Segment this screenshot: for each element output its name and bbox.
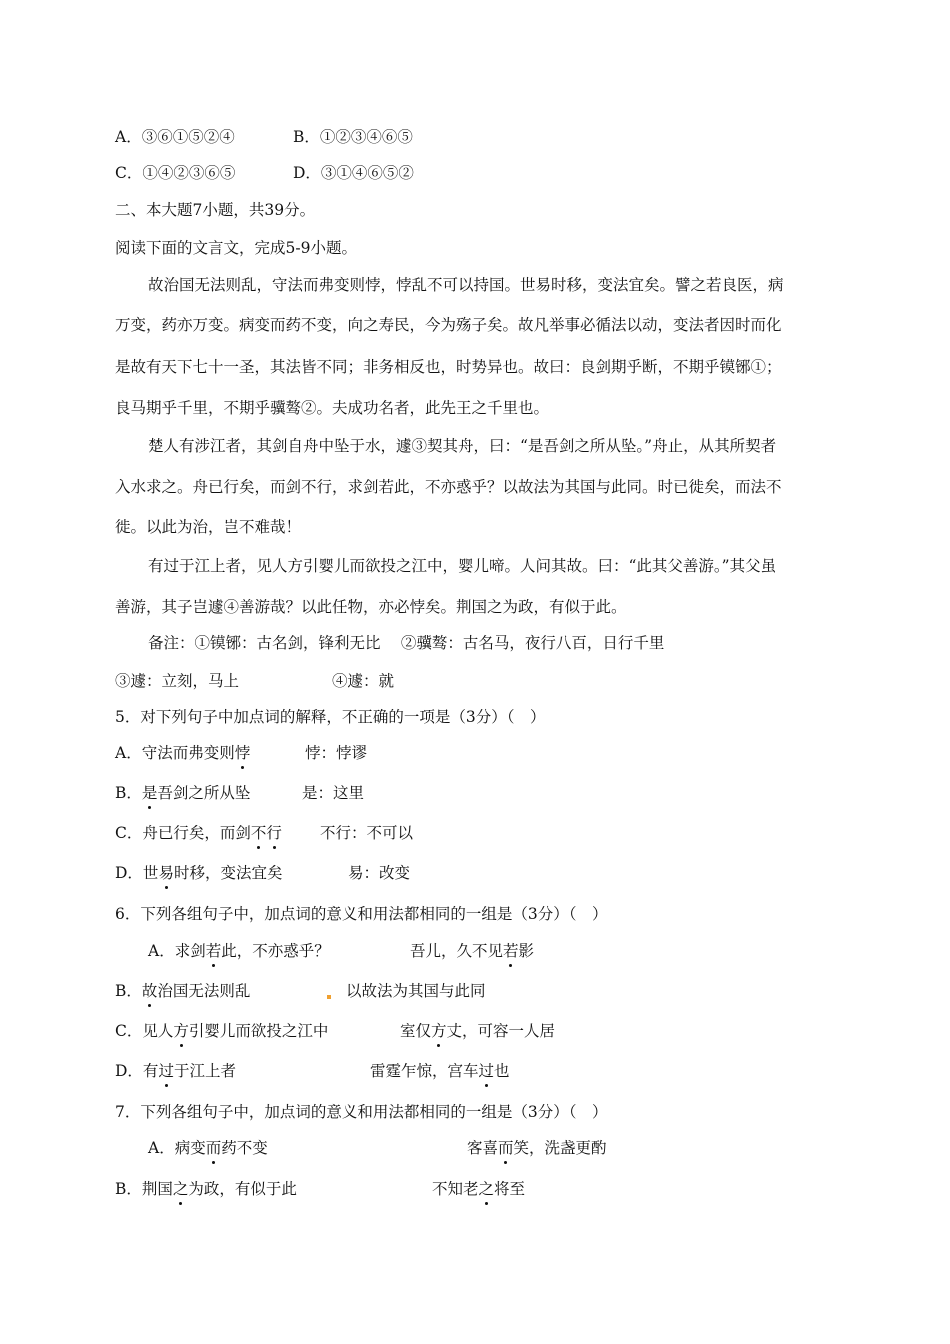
q5-option-d-gloss: 易：改变 bbox=[348, 864, 411, 882]
q7-option-a: A．病变而药不变 bbox=[148, 1139, 268, 1157]
q7-stem: 7．下列各组句子中，加点词的意义和用法都相同的一组是（3分）（ ） bbox=[115, 1103, 608, 1121]
q4-option-d: D．③①④⑥⑤② bbox=[293, 164, 414, 182]
passage-line: 良马期乎千里，不期乎骥骜②。夫成功名者，此先王之千里也。 bbox=[115, 399, 550, 417]
passage-line: 是故有天下七十一圣，其法皆不同；非务相反也，时势异也。故曰：良剑期乎断，不期乎镆铘①； bbox=[115, 358, 782, 376]
emphasis-dot-char: 易 bbox=[158, 864, 174, 882]
emphasis-dot-char: 之 bbox=[478, 1180, 495, 1198]
emphasis-dot-char: 而 bbox=[205, 1139, 222, 1157]
emphasis-dot-char: 之 bbox=[172, 1180, 189, 1198]
q5-option-c-gloss: 不行：不可以 bbox=[320, 824, 414, 842]
passage-line: 入水求之。舟已行矣，而剑不行，求剑若此，不亦惑乎？以故法为其国与此同。时已徙矣，而法不 bbox=[115, 478, 782, 496]
emphasis-dot-char: 过 bbox=[478, 1062, 495, 1080]
emphasis-dot-char: 方 bbox=[431, 1022, 447, 1040]
q6-option-b: B．故治国无法则乱 bbox=[115, 982, 251, 1000]
passage-line: 万变，药亦万变。病变而药不变，向之寿民，今为殇子矣。故凡举事必循法以动，变法者因时而化 bbox=[115, 316, 782, 334]
q5-option-a: A．守法而弗变则悖 bbox=[115, 744, 251, 762]
emphasis-dot-char: 悖 bbox=[234, 744, 251, 762]
stray-mark bbox=[327, 995, 331, 999]
emphasis-dot-char: 不 bbox=[250, 824, 267, 842]
section-instruction: 阅读下面的文言文，完成5-9小题。 bbox=[115, 239, 357, 257]
q6-option-d: D．有过于江上者 bbox=[115, 1062, 236, 1080]
q5-stem: 5．对下列句子中加点词的解释，不正确的一项是（3分）（ ） bbox=[115, 708, 546, 726]
q4-option-c: C．①④②③⑥⑤ bbox=[115, 164, 236, 182]
passage-line: 故治国无法则乱，守法而弗变则悖，悖乱不可以持国。世易时移，变法宜矣。譬之若良医，病 bbox=[148, 276, 784, 294]
passage-line: 徙。以此为治，岂不难哉！ bbox=[115, 518, 302, 536]
q4-option-a: A．③⑥①⑤②④ bbox=[115, 128, 235, 146]
q5-option-d: D．世易时移，变法宜矣 bbox=[115, 864, 283, 882]
q5-option-c: C．舟已行矣，而剑不行 bbox=[115, 824, 282, 842]
emphasis-dot-char: 过 bbox=[158, 1062, 174, 1080]
q5-option-b: B．是吾剑之所从坠 bbox=[115, 784, 251, 802]
q6-option-b-right: 以故法为其国与此同 bbox=[346, 982, 486, 1000]
section-heading: 二、本大题7小题，共39分。 bbox=[115, 201, 316, 219]
passage-line: 楚人有涉江者，其剑自舟中坠于水，遽③契其舟，曰：“是吾剑之所从坠。”舟止，从其所契者 bbox=[148, 437, 777, 455]
emphasis-dot-char: 故 bbox=[141, 982, 158, 1000]
passage-note: 备注：①镆铘：古名剑，锋利无比 ②骥骜：古名马，夜行八百，日行千里 bbox=[148, 634, 665, 652]
q6-option-d-right: 雷霆乍惊，宫车过也 bbox=[370, 1062, 510, 1080]
emphasis-dot-char: 是 bbox=[141, 784, 158, 802]
q5-option-b-gloss: 是：这里 bbox=[302, 784, 365, 802]
q5-option-a-gloss: 悖：悖谬 bbox=[305, 744, 368, 762]
passage-line: 善游，其子岂遽④善游哉？以此任物，亦必悖矣。荆国之为政，有似于此。 bbox=[115, 598, 627, 616]
emphasis-dot-char: 方 bbox=[173, 1022, 189, 1040]
q7-option-b: B．荆国之为政，有似于此 bbox=[115, 1180, 297, 1198]
emphasis-dot-char: 而 bbox=[498, 1139, 514, 1157]
q6-option-a-right: 吾儿，久不见若影 bbox=[410, 942, 535, 960]
q6-option-c: C．见人方引婴儿而欲投之江中 bbox=[115, 1022, 329, 1040]
passage-note: ③遽：立刻，马上 ④遽：就 bbox=[115, 672, 395, 690]
emphasis-dot-char: 若 bbox=[205, 942, 222, 960]
emphasis-dot-char: 行 bbox=[266, 824, 282, 842]
q4-option-b: B．①②③④⑥⑤ bbox=[293, 128, 413, 146]
q6-option-c-right: 室仅方丈，可容一人居 bbox=[400, 1022, 556, 1040]
q7-option-b-right: 不知老之将至 bbox=[432, 1180, 526, 1198]
q6-option-a: A．求剑若此，不亦惑乎？ bbox=[148, 942, 330, 960]
passage-line: 有过于江上者，见人方引婴儿而欲投之江中，婴儿啼。人问其故。曰：“此其父善游。”其父虽 bbox=[148, 557, 777, 575]
emphasis-dot-char: 若 bbox=[503, 942, 519, 960]
q6-stem: 6．下列各组句子中，加点词的意义和用法都相同的一组是（3分）（ ） bbox=[115, 905, 608, 923]
q7-option-a-right: 客喜而笑，洗盏更酌 bbox=[467, 1139, 607, 1157]
